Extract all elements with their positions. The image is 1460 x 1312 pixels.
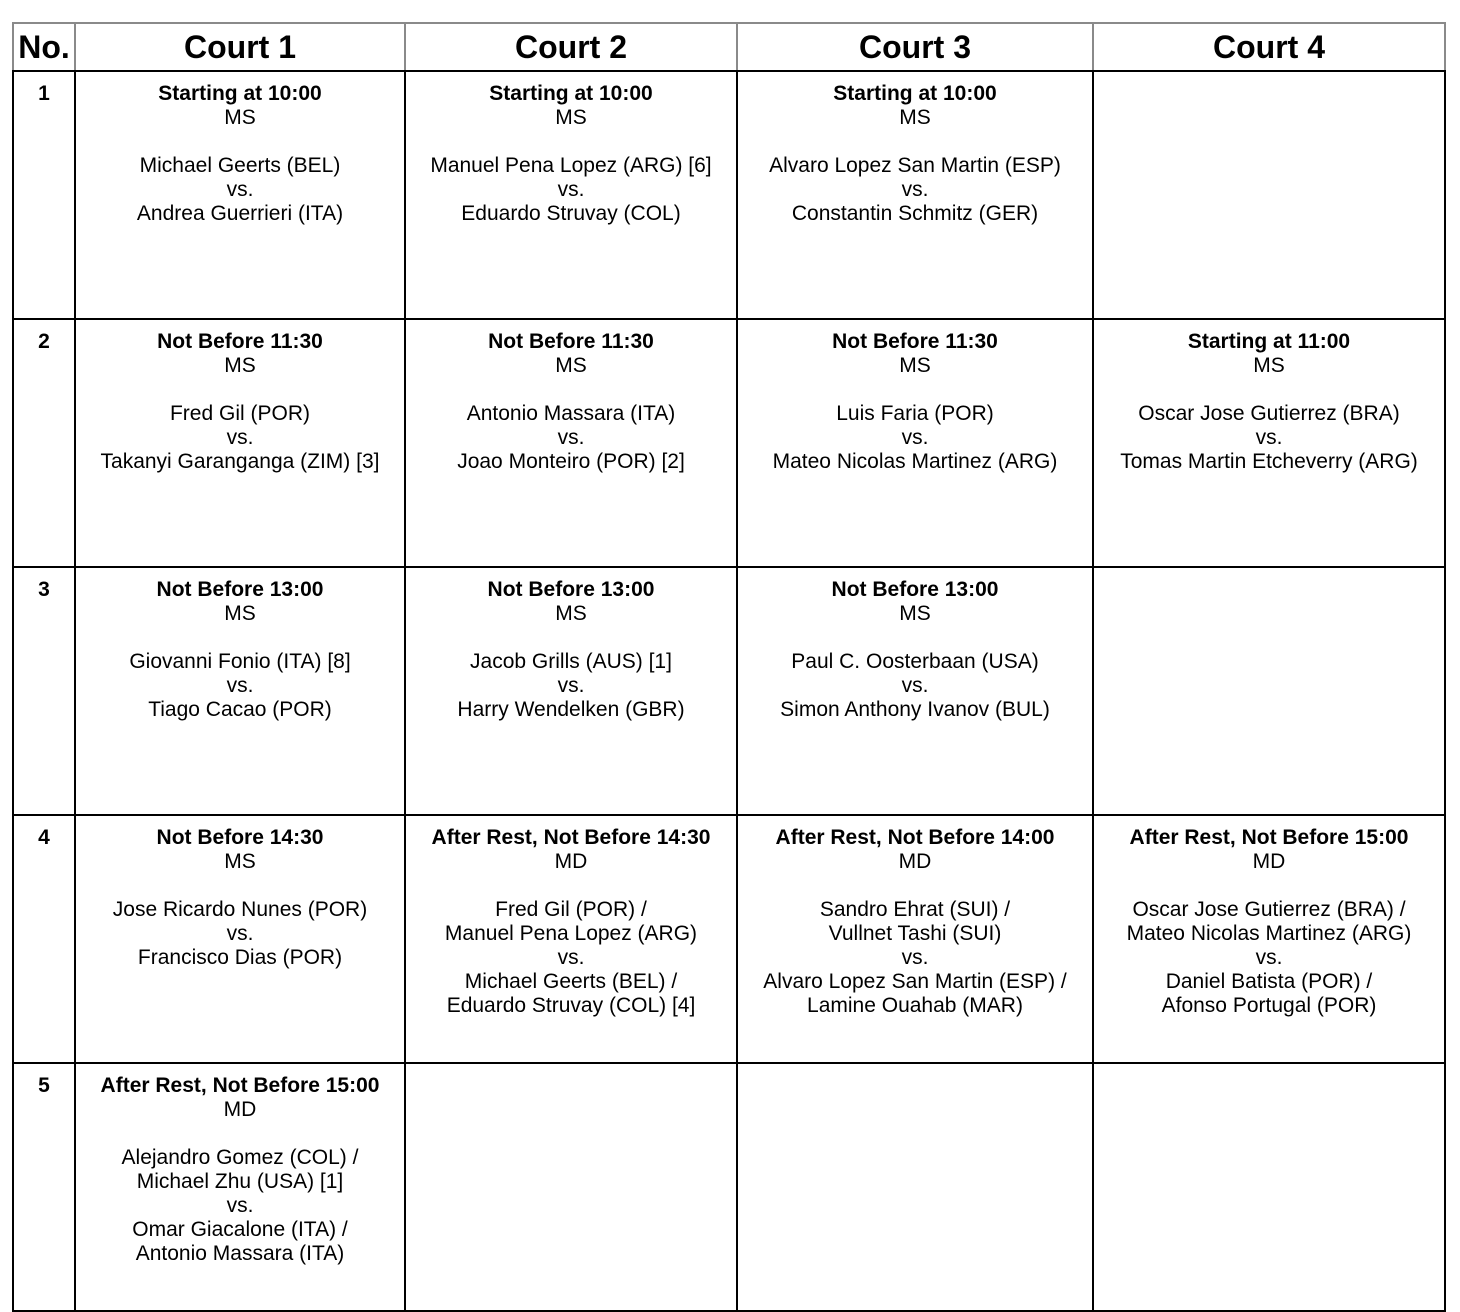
player-line: Paul C. Oosterbaan (USA): [791, 650, 1039, 673]
match-time: Not Before 11:30: [488, 330, 654, 353]
event-code: MS: [555, 354, 587, 377]
versus-label: vs.: [557, 426, 585, 449]
player-line: Fred Gil (POR): [169, 402, 310, 425]
player-line: Manuel Pena Lopez (ARG) [6]: [430, 154, 712, 177]
spacer: [76, 626, 404, 650]
player-line: Sandro Ehrat (SUI) /: [819, 898, 1011, 921]
versus-label: vs.: [901, 946, 929, 969]
empty-cell-court-4: [1093, 1063, 1445, 1311]
event-code: MS: [899, 602, 931, 625]
player-line: Mateo Nicolas Martinez (ARG): [1126, 922, 1412, 945]
match-cell-court-1: [75, 71, 405, 319]
player-line: Alvaro Lopez San Martin (ESP) /: [763, 970, 1067, 993]
player-line: Oscar Jose Gutierrez (BRA): [1138, 402, 1400, 425]
spacer: [738, 130, 1092, 154]
versus-label: vs.: [901, 674, 929, 697]
player-line: Michael Zhu (USA) [1]: [136, 1170, 344, 1193]
match-cell-court-1: [75, 319, 405, 567]
player-line: Fred Gil (POR) /: [495, 898, 647, 921]
spacer: [406, 130, 736, 154]
match-cell-court-2: [405, 815, 737, 1063]
match-number: 5: [13, 1063, 75, 1311]
header-court-2: Court 2: [405, 23, 737, 71]
spacer: [1094, 874, 1444, 898]
spacer: [406, 626, 736, 650]
match-time: After Rest, Not Before 14:30: [431, 826, 711, 849]
player-line: Oscar Jose Gutierrez (BRA) /: [1132, 898, 1406, 921]
spacer: [76, 378, 404, 402]
player-line: Harry Wendelken (GBR): [457, 698, 685, 721]
match-cell-court-1: [75, 815, 405, 1063]
event-code: MS: [899, 354, 931, 377]
player-line: Antonio Massara (ITA): [135, 1242, 345, 1265]
player-line: Luis Faria (POR): [836, 402, 994, 425]
player-line: Constantin Schmitz (GER): [791, 202, 1039, 225]
match-time: Not Before 13:00: [487, 578, 655, 601]
spacer: [1094, 378, 1444, 402]
match-time: Not Before 11:30: [157, 330, 323, 353]
event-code: MS: [224, 106, 256, 129]
versus-label: vs.: [226, 1194, 254, 1217]
match-time: Starting at 10:00: [833, 82, 997, 105]
event-code: MD: [554, 850, 588, 873]
empty-cell-court-2: [405, 1063, 737, 1311]
match-time: After Rest, Not Before 15:00: [1129, 826, 1409, 849]
versus-label: vs.: [901, 426, 929, 449]
spacer: [76, 130, 404, 154]
match-cell-court-3: [737, 71, 1093, 319]
spacer: [406, 874, 736, 898]
event-code: MS: [899, 106, 931, 129]
table-row: [13, 567, 1445, 815]
match-cell-court-3: [737, 815, 1093, 1063]
match-cell-court-1: [75, 567, 405, 815]
event-code: MS: [224, 354, 256, 377]
empty-cell-court-3: [737, 1063, 1093, 1311]
spacer: [76, 874, 404, 898]
match-cell-court-3: [737, 567, 1093, 815]
player-line: Tiago Cacao (POR): [148, 698, 332, 721]
match-cell-court-3: [737, 319, 1093, 567]
versus-label: vs.: [557, 178, 585, 201]
table-row: [13, 815, 1445, 1063]
player-line: Mateo Nicolas Martinez (ARG): [772, 450, 1058, 473]
event-code: MS: [224, 850, 256, 873]
player-line: Jose Ricardo Nunes (POR): [112, 898, 368, 921]
versus-label: vs.: [1255, 426, 1283, 449]
table-header: [13, 23, 1445, 71]
header-row: [13, 23, 1445, 71]
versus-label: vs.: [226, 922, 254, 945]
match-time: Not Before 13:00: [156, 578, 324, 601]
empty-cell-court-4: [1093, 71, 1445, 319]
match-time: Not Before 13:00: [831, 578, 999, 601]
versus-label: vs.: [557, 674, 585, 697]
player-line: Alvaro Lopez San Martin (ESP): [769, 154, 1061, 177]
event-code: MS: [1253, 354, 1285, 377]
match-time: After Rest, Not Before 15:00: [100, 1074, 380, 1097]
player-line: Joao Monteiro (POR) [2]: [457, 450, 685, 473]
match-time: After Rest, Not Before 14:00: [775, 826, 1055, 849]
match-number: 4: [13, 815, 75, 1063]
player-line: Michael Geerts (BEL): [139, 154, 341, 177]
match-cell-court-2: [405, 319, 737, 567]
player-line: Simon Anthony Ivanov (BUL): [780, 698, 1050, 721]
header-court-3: Court 3: [737, 23, 1093, 71]
player-line: Takanyi Garanganga (ZIM) [3]: [100, 450, 380, 473]
player-line: Tomas Martin Etcheverry (ARG): [1120, 450, 1418, 473]
match-time: Starting at 10:00: [158, 82, 322, 105]
event-code: MS: [224, 602, 256, 625]
match-time: Not Before 11:30: [832, 330, 998, 353]
match-cell-court-2: [405, 71, 737, 319]
player-line: Manuel Pena Lopez (ARG): [444, 922, 698, 945]
versus-label: vs.: [226, 178, 254, 201]
match-number: 2: [13, 319, 75, 567]
player-line: Francisco Dias (POR): [137, 946, 343, 969]
header-court-4: Court 4: [1093, 23, 1445, 71]
player-line: Eduardo Struvay (COL): [461, 202, 681, 225]
player-line: Afonso Portugal (POR): [1161, 994, 1377, 1017]
event-code: MD: [223, 1098, 257, 1121]
versus-label: vs.: [901, 178, 929, 201]
match-cell-court-4: [1093, 815, 1445, 1063]
match-cell-court-1: [75, 1063, 405, 1311]
match-cell-court-2: [405, 567, 737, 815]
table-row: [13, 1063, 1445, 1311]
match-number: 3: [13, 567, 75, 815]
match-cell-court-4: [1093, 319, 1445, 567]
match-number: 1: [13, 71, 75, 319]
versus-label: vs.: [1255, 946, 1283, 969]
table-row: [13, 71, 1445, 319]
spacer: [738, 626, 1092, 650]
header-no: No.: [13, 23, 75, 71]
player-line: Alejandro Gomez (COL) /: [121, 1146, 359, 1169]
table-body: [13, 71, 1445, 1311]
spacer: [76, 1122, 404, 1146]
match-time: Starting at 10:00: [489, 82, 653, 105]
event-code: MD: [898, 850, 932, 873]
spacer: [738, 874, 1092, 898]
spacer: [738, 378, 1092, 402]
spacer: [406, 378, 736, 402]
player-line: Jacob Grills (AUS) [1]: [470, 650, 672, 673]
table-row: [13, 319, 1445, 567]
header-court-1: Court 1: [75, 23, 405, 71]
player-line: Lamine Ouahab (MAR): [807, 994, 1023, 1017]
player-line: Daniel Batista (POR) /: [1165, 970, 1373, 993]
player-line: Antonio Massara (ITA): [466, 402, 676, 425]
match-time: Not Before 14:30: [156, 826, 324, 849]
versus-label: vs.: [226, 674, 254, 697]
empty-cell-court-4: [1093, 567, 1445, 815]
match-time: Starting at 11:00: [1187, 330, 1351, 353]
order-of-play-table: [12, 22, 1446, 1312]
player-line: Vullnet Tashi (SUI): [828, 922, 1002, 945]
event-code: MS: [555, 602, 587, 625]
player-line: Omar Giacalone (ITA) /: [132, 1218, 348, 1241]
player-line: Eduardo Struvay (COL) [4]: [446, 994, 696, 1017]
player-line: Giovanni Fonio (ITA) [8]: [129, 650, 351, 673]
player-line: Andrea Guerrieri (ITA): [136, 202, 344, 225]
event-code: MD: [1252, 850, 1286, 873]
event-code: MS: [555, 106, 587, 129]
versus-label: vs.: [226, 426, 254, 449]
player-line: Michael Geerts (BEL) /: [464, 970, 678, 993]
versus-label: vs.: [557, 946, 585, 969]
